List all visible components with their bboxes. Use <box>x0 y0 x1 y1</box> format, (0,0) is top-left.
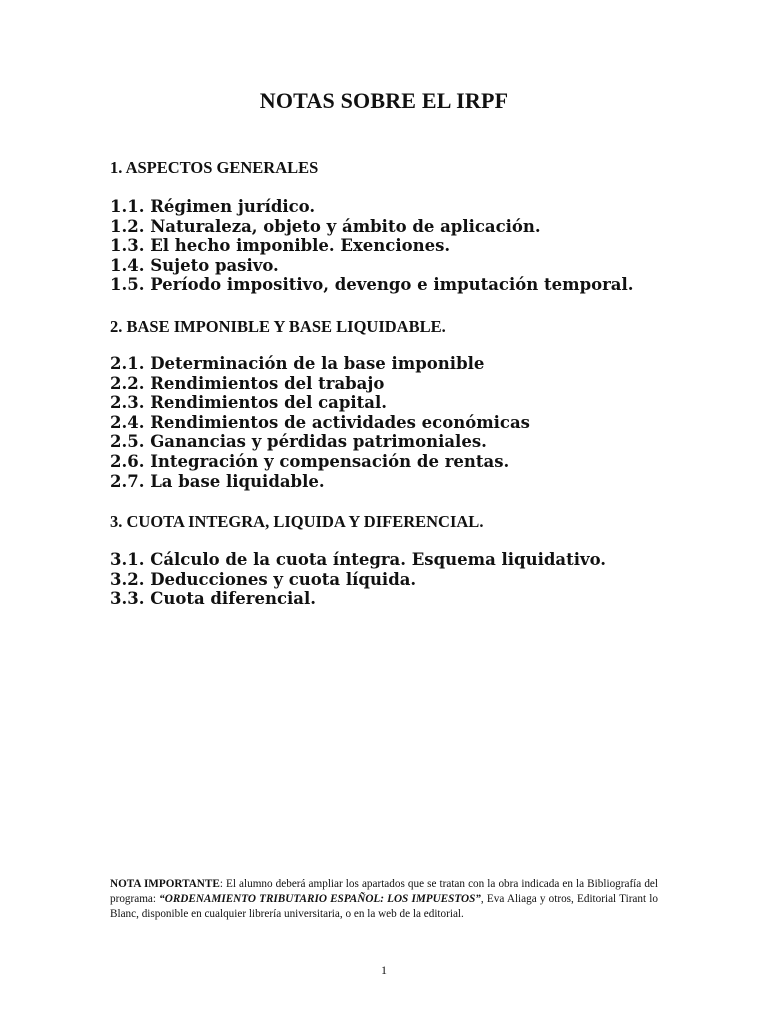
section-3-heading: 3. CUOTA INTEGRA, LIQUIDA Y DIFERENCIAL. <box>110 512 484 531</box>
note-text-after: , Eva Aliaga y otros, Editorial Tirant lo Blanc, disponible en cualquier librería universitaria, o en la web de la editorial. <box>110 893 658 920</box>
list-item: 2.1. Determinación de la base imponible <box>110 354 485 373</box>
list-item: 2.6. Integración y compensación de rentas. <box>110 451 510 471</box>
list-item: 2.3. Rendimientos del capital. <box>110 393 388 413</box>
list-item: 1.3. El hecho imponible. Exenciones. <box>110 236 451 256</box>
note-book-title: “ORDENAMIENTO TRIBUTARIO ESPAÑOL: LOS IMPUESTOS” <box>159 893 481 905</box>
list-item: 3.1. Cálculo de la cuota íntegra. Esquema liquidativo. <box>110 550 607 569</box>
list-item: 3.3. Cuota diferencial. <box>110 589 316 609</box>
list-item: 1.1. Régimen jurídico. <box>110 197 316 216</box>
document-title: NOTAS SOBRE EL IRPF <box>259 88 509 113</box>
note-label: NOTA IMPORTANTE <box>110 878 220 890</box>
list-item: 3.2. Deducciones y cuota líquida. <box>110 569 417 589</box>
note-text-before: : El alumno deberá ampliar los apartados que se tratan con la obra indicada en la Bibliografía del programa: <box>110 878 658 905</box>
section-1-items <box>110 197 634 295</box>
page-number: 1 <box>381 963 387 977</box>
list-item: 1.4. Sujeto pasivo. <box>110 255 279 275</box>
list-item: 2.4. Rendimientos de actividades económicas <box>110 412 530 432</box>
list-item: 1.5. Período impositivo, devengo e imputación temporal. <box>110 275 634 295</box>
section-2-items <box>110 354 530 491</box>
list-item: 2.7. La base liquidable. <box>110 471 325 491</box>
list-item: 1.2. Naturaleza, objeto y ámbito de aplicación. <box>110 216 541 236</box>
list-item: 2.5. Ganancias y pérdidas patrimoniales. <box>110 432 487 452</box>
section-3-items <box>110 550 606 609</box>
list-item: 2.2. Rendimientos del trabajo <box>110 373 385 393</box>
section-2-heading: 2. BASE IMPONIBLE Y BASE LIQUIDABLE. <box>110 317 446 336</box>
section-1-heading: 1. ASPECTOS GENERALES <box>110 158 319 177</box>
important-note <box>110 877 658 922</box>
